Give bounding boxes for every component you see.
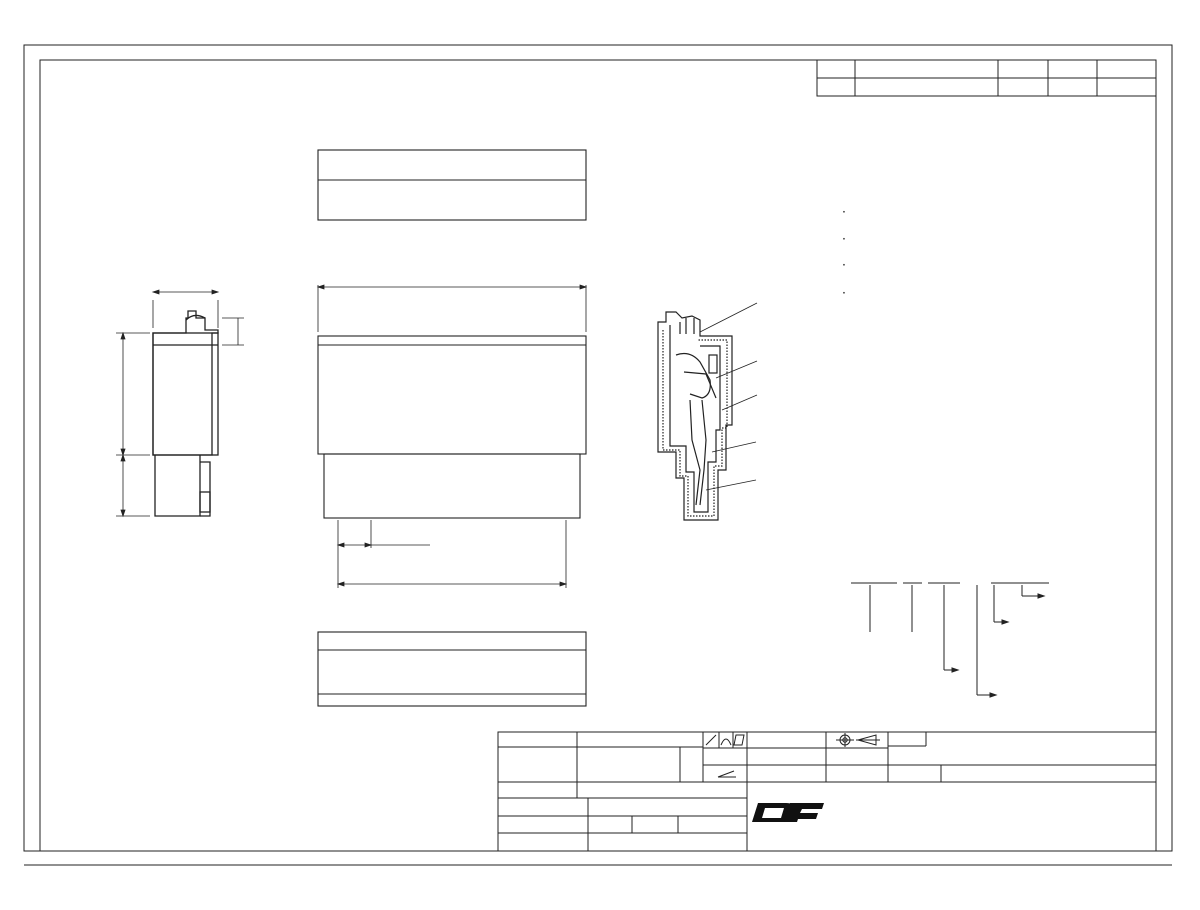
projection-symbol	[836, 733, 880, 747]
section-view	[658, 312, 732, 520]
bottom-view	[318, 632, 586, 706]
revision-table-grid	[817, 60, 1156, 96]
mechanical-title: ·	[842, 257, 846, 272]
rohs: ·	[842, 284, 846, 300]
geometric-symbols	[706, 735, 744, 777]
top-view	[318, 150, 586, 220]
electrical-title: ·	[842, 230, 846, 246]
title-block-grid	[498, 732, 1156, 851]
order-lines	[851, 583, 1049, 697]
side-view	[153, 311, 218, 516]
front-view	[318, 336, 586, 518]
specifications	[842, 205, 1142, 300]
material-title: ·	[842, 204, 846, 219]
company-logo	[752, 803, 824, 822]
